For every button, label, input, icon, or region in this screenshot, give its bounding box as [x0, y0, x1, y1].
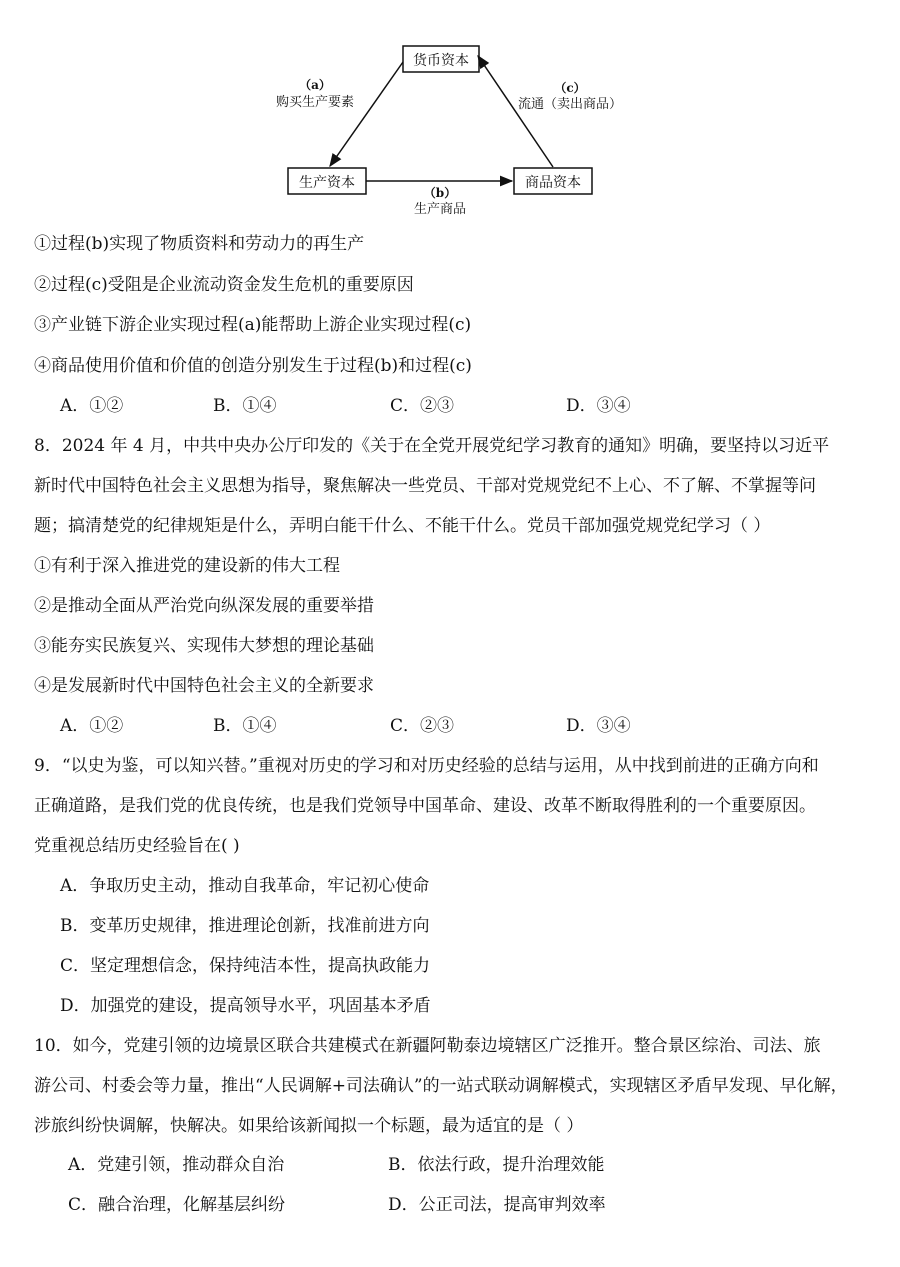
q9-option-c: C．坚定理想信念，保持纯洁本性，提高执政能力	[60, 956, 431, 976]
q8-statement-3: ③能夯实民族复兴、实现伟大梦想的理论基础	[34, 636, 374, 656]
q10-option-b: B．依法行政，提升治理效能	[388, 1155, 605, 1175]
q7-statement-3: ③产业链下游企业实现过程(a)能帮助上游企业实现过程(c)	[34, 315, 472, 335]
q8-statement-2: ②是推动全面从严治党向纵深发展的重要举措	[34, 596, 374, 616]
q7-option-a: A．①②	[60, 396, 124, 416]
q10-option-a: A．党建引领，推动群众自治	[68, 1155, 285, 1175]
edge-b-label: 生产商品	[413, 202, 467, 217]
q7-statement-4: ④商品使用价值和价值的创造分别发生于过程(b)和过程(c)	[34, 356, 472, 376]
q8-option-a: A．①②	[60, 716, 124, 736]
q8-statement-4: ④是发展新时代中国特色社会主义的全新要求	[34, 676, 374, 696]
edge-b-tag: （b）	[423, 186, 457, 200]
q9-option-a: A．争取历史主动，推动自我革命，牢记初心使命	[60, 876, 430, 896]
capital-circulation-diagram	[0, 0, 900, 225]
q8-option-c: C．②③	[390, 716, 455, 736]
q9-option-d: D．加强党的建设，提高领导水平，巩固基本矛盾	[60, 996, 431, 1016]
production-capital-label: 生产资本	[299, 175, 355, 191]
q7-option-b: B．①④	[213, 396, 277, 416]
q8-stem-line-2: 新时代中国特色社会主义思想为指导，聚焦解决一些党员、干部对党规党纪不上心、不了解、不掌握等问	[34, 476, 816, 496]
q9-stem-line-1: 9．“以史为鉴，可以知兴替。”重视对历史的学习和对历史经验的总结与运用，从中找到前进的正确方向和	[34, 756, 819, 776]
q10-option-d: D．公正司法，提高审判效率	[388, 1195, 606, 1215]
money-capital-label: 货币资本	[413, 53, 469, 69]
q8-statement-1: ①有利于深入推进党的建设新的伟大工程	[34, 556, 340, 576]
edge-c-tag: （c）	[554, 81, 586, 95]
q9-stem-line-2: 正确道路，是我们党的优良传统，也是我们党领导中国革命、建设、改革不断取得胜利的一个重要原因。	[34, 796, 816, 816]
edge-a-label: 购买生产要素	[275, 95, 355, 110]
edge-c-label: 流通（卖出商品）	[517, 97, 623, 112]
q7-option-d: D．③④	[566, 396, 631, 416]
q8-stem-line-1: 8．2024 年 4 月，中共中央办公厅印发的《关于在全党开展党纪学习教育的通知》明确，要坚持以习近平	[34, 436, 830, 456]
q10-stem-line-3: 涉旅纠纷快调解，快解决。如果给该新闻拟一个标题，最为适宜的是（ ）	[34, 1116, 584, 1136]
edge-a-tag: （a）	[299, 78, 331, 92]
q7-option-c: C．②③	[390, 396, 455, 416]
arrow-a	[330, 62, 403, 166]
q8-option-d: D．③④	[566, 716, 631, 736]
q9-option-b: B．变革历史规律，推进理论创新，找准前进方向	[60, 916, 430, 936]
q8-stem-line-3: 题；搞清楚党的纪律规矩是什么，弄明白能干什么、不能干什么。党员干部加强党规党纪学习（ ）	[34, 516, 771, 536]
q10-stem-line-2: 游公司、村委会等力量，推出“人民调解+司法确认”的一站式联动调解模式，实现辖区矛盾早发现、早化解，	[34, 1076, 848, 1096]
q7-statement-2: ②过程(c)受阻是企业流动资金发生危机的重要原因	[34, 275, 414, 295]
q9-stem-line-3: 党重视总结历史经验旨在( )	[34, 836, 240, 856]
q10-option-c: C．融合治理，化解基层纠纷	[68, 1195, 286, 1215]
q7-statement-1: ①过程(b)实现了物质资料和劳动力的再生产	[34, 234, 365, 254]
q10-stem-line-1: 10．如今，党建引领的边境景区联合共建模式在新疆阿勒泰边境辖区广泛推开。整合景区综治、司法、旅	[34, 1036, 821, 1056]
q8-option-b: B．①④	[213, 716, 277, 736]
commodity-capital-label: 商品资本	[525, 175, 581, 191]
